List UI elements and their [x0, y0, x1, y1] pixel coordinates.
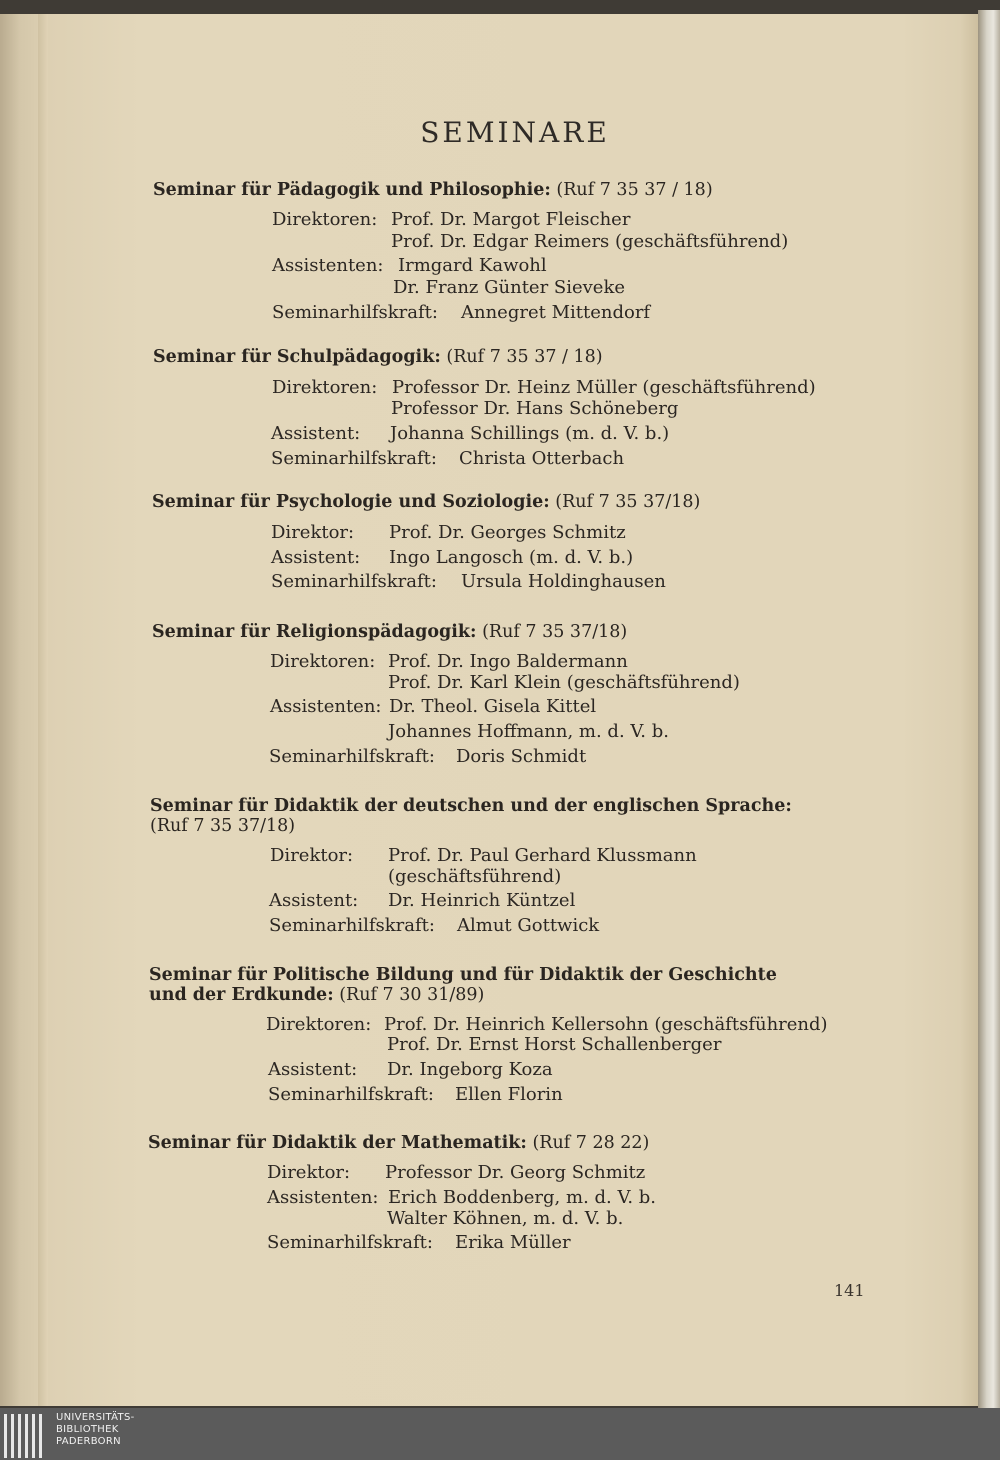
role-label: Seminarhilfskraft:	[267, 1232, 433, 1253]
role-label: Seminarhilfskraft:	[271, 448, 437, 469]
page-edge	[978, 10, 1000, 1410]
section-name: und der Erdkunde:	[149, 985, 334, 1005]
section-heading	[152, 492, 700, 512]
library-footer	[0, 1408, 1000, 1460]
section-heading	[153, 180, 713, 200]
section-phone: (Ruf 7 35 37 / 18)	[556, 180, 713, 200]
role-label: Assistent:	[271, 423, 361, 444]
role-label: Seminarhilfskraft:	[271, 571, 437, 592]
section-phone: (Ruf 7 30 31/89)	[339, 985, 485, 1005]
person-name: Prof. Dr. Edgar Reimers (geschäftsführend)	[391, 231, 789, 252]
page-gutter	[38, 14, 48, 1406]
person-name: Prof. Dr. Margot Fleischer	[391, 209, 631, 230]
section-heading	[149, 965, 777, 985]
person-name: Doris Schmidt	[456, 746, 587, 767]
section-heading	[150, 796, 792, 816]
role-label: Assistent:	[269, 890, 359, 911]
person-name: Professor Dr. Georg Schmitz	[385, 1162, 646, 1183]
person-name: Ursula Holdinghausen	[461, 571, 666, 592]
role-label: Assistent:	[268, 1059, 358, 1080]
person-name: Prof. Dr. Ingo Baldermann	[388, 651, 628, 672]
library-line: PADERBORN	[56, 1436, 121, 1447]
person-name: Dr. Heinrich Küntzel	[388, 890, 576, 911]
page-title: SEMINARE	[420, 116, 610, 149]
section-phone: (Ruf 7 35 37/18)	[150, 816, 296, 836]
role-label: Seminarhilfskraft:	[269, 746, 435, 767]
library-line: UNIVERSITÄTS-	[56, 1412, 135, 1423]
person-name: Professor Dr. Hans Schöneberg	[391, 398, 679, 419]
section-phone: (Ruf 7 35 37 / 18)	[446, 347, 603, 367]
section-name: Seminar für Pädagogik und Philosophie:	[153, 180, 551, 200]
person-name: Dr. Ingeborg Koza	[387, 1059, 553, 1080]
section-heading	[153, 347, 603, 367]
person-name: Ellen Florin	[455, 1084, 563, 1105]
section-phone: (Ruf 7 35 37/18)	[482, 622, 628, 642]
person-name: Almut Gottwick	[457, 915, 600, 936]
person-name: Annegret Mittendorf	[461, 302, 651, 323]
section-name: Seminar für Politische Bildung und für Didaktik der Geschichte	[149, 965, 777, 985]
section-name: Seminar für Didaktik der Mathematik:	[148, 1133, 527, 1153]
library-line: BIBLIOTHEK	[56, 1424, 119, 1435]
section-phone: (Ruf 7 28 22)	[532, 1133, 650, 1153]
role-label: Direktoren:	[272, 377, 378, 398]
role-label: Direktoren:	[272, 209, 378, 230]
role-label: Direktoren:	[270, 651, 376, 672]
person-name: Prof. Dr. Heinrich Kellersohn (geschäftsführend)	[384, 1014, 828, 1035]
person-name: Prof. Dr. Paul Gerhard Klussmann	[388, 845, 697, 866]
library-logo-icon	[4, 1414, 48, 1458]
role-label: Seminarhilfskraft:	[269, 915, 435, 936]
section-phone: (Ruf 7 35 37/18)	[555, 492, 701, 512]
role-label: Direktoren:	[266, 1014, 372, 1035]
person-name: Johannes Hoffmann, m. d. V. b.	[388, 721, 669, 742]
person-name: Prof. Dr. Georges Schmitz	[389, 522, 626, 543]
section-name: Seminar für Schulpädagogik:	[153, 347, 441, 367]
person-name: Erika Müller	[455, 1232, 571, 1253]
person-name: Prof. Dr. Ernst Horst Schallenberger	[387, 1034, 722, 1055]
person-name: Irmgard Kawohl	[398, 255, 547, 276]
role-label: Direktor:	[267, 1162, 351, 1183]
person-name: Dr. Franz Günter Sieveke	[393, 277, 626, 298]
role-label: Assistenten:	[270, 696, 382, 717]
role-label: Assistent:	[271, 547, 361, 568]
role-label: Seminarhilfskraft:	[272, 302, 438, 323]
role-label: Direktor:	[271, 522, 355, 543]
person-name: Johanna Schillings (m. d. V. b.)	[390, 423, 670, 444]
person-name: Ingo Langosch (m. d. V. b.)	[389, 547, 634, 568]
person-name: Erich Boddenberg, m. d. V. b.	[388, 1187, 657, 1208]
role-label: Assistenten:	[267, 1187, 379, 1208]
person-name: Prof. Dr. Karl Klein (geschäftsführend)	[388, 672, 740, 693]
page-number: 141	[834, 1281, 865, 1300]
section-name: Seminar für Religionspädagogik:	[152, 622, 477, 642]
person-name: Christa Otterbach	[459, 448, 625, 469]
role-label: Direktor:	[270, 845, 354, 866]
person-name: Walter Köhnen, m. d. V. b.	[387, 1208, 624, 1229]
section-heading	[148, 1133, 649, 1153]
section-heading	[152, 622, 627, 642]
section-name: Seminar für Didaktik der deutschen und der englischen Sprache:	[150, 796, 792, 816]
section-name: Seminar für Psychologie und Soziologie:	[152, 492, 550, 512]
person-name: (geschäftsführend)	[388, 866, 562, 887]
library-name	[56, 1412, 135, 1448]
person-name: Dr. Theol. Gisela Kittel	[389, 696, 597, 717]
person-name: Professor Dr. Heinz Müller (geschäftsführend)	[392, 377, 816, 398]
role-label: Assistenten:	[272, 255, 384, 276]
section-heading-cont	[149, 985, 484, 1005]
role-label: Seminarhilfskraft:	[268, 1084, 434, 1105]
